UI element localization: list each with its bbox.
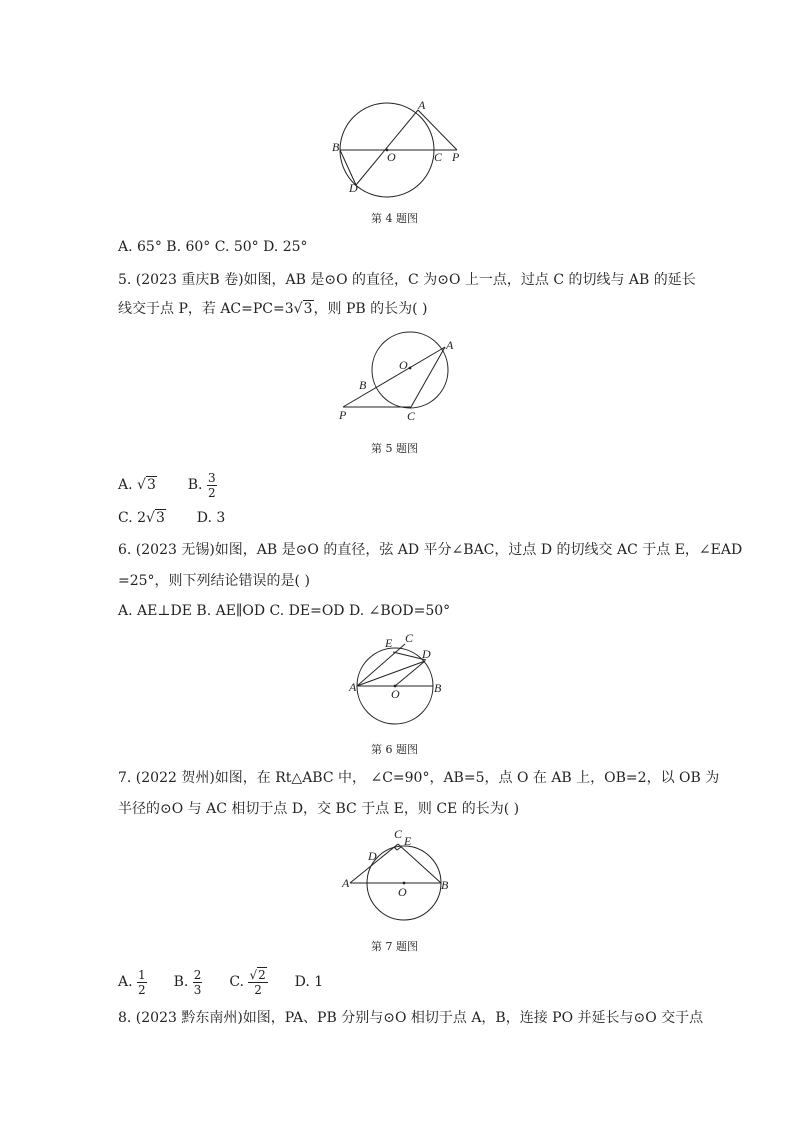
q5-opt-b-fraction [207, 471, 217, 500]
q5-line2: 线交于点 P，若 AC=PC=3√3，则 PB 的长为( ) [118, 301, 428, 317]
fig4-label-d: D [349, 181, 358, 195]
q5-opt-d: D. 3 [196, 510, 226, 526]
q7-opt-b-den: 3 [193, 982, 202, 997]
q7-line2: 半径的⊙O 与 AC 相切于点 D，交 BC 于点 E，则 CE 的长为( ) [118, 801, 520, 817]
q4-options: A. 65° B. 60° C. 50° D. 25° [118, 239, 308, 255]
q7-opt-b-num: 2 [193, 967, 202, 982]
figure-6 [345, 628, 455, 728]
fig7-label-c: C [394, 827, 403, 841]
figure-7 [338, 825, 463, 925]
fig7-label-o: O [398, 885, 407, 899]
q5-opt-a-radicand: 3 [146, 477, 156, 493]
fig6-label-c: C [405, 631, 414, 645]
q7-opt-c-den: 2 [254, 982, 262, 997]
fig6-caption: 第 6 题图 [371, 743, 418, 756]
q7-opt-c-label: C. [229, 974, 244, 990]
q7-opt-a-den: 2 [138, 982, 146, 997]
fig7-label-b: B [441, 878, 449, 892]
fig4-label-o: O [387, 150, 396, 164]
q5-options-ab: A. √3 B. $\frac{3}{2}$ [118, 470, 216, 500]
figure-4 [330, 95, 470, 200]
fig4-label-a: A [418, 98, 426, 112]
q5-options-cd: C. 2√3 D. 3 [118, 510, 226, 526]
fig7-label-d: D [368, 849, 377, 863]
q7-opt-c-num-radicand: 2 [258, 967, 266, 982]
fig4-caption: 第 4 题图 [371, 212, 418, 225]
q7-options [118, 963, 323, 1001]
fig5-label-o: O [399, 358, 408, 372]
fig4-label-c: C [434, 150, 443, 164]
fig6-label-b: B [434, 681, 442, 695]
fig6-label-o: O [391, 687, 400, 701]
fig5-label-a: A [446, 338, 454, 352]
q5-line2-radicand: 3 [303, 301, 313, 317]
q5-opt-c-pre: C. 2 [118, 510, 147, 526]
fig5-label-c: C [407, 409, 416, 423]
figure-5 [335, 327, 465, 427]
q5-line1: 5. (2023 重庆B 卷)如图，AB 是⊙O 的直径，C 为⊙O 上一点，过点 C 的切线与 AB 的延长 [118, 272, 696, 288]
q5-line2-post: ，则 PB 的长为( ) [313, 301, 428, 317]
fig7-caption: 第 7 题图 [371, 940, 418, 953]
fig5-label-b: B [359, 378, 367, 392]
q7-line1: 7. (2022 贺州)如图，在 Rt△ABC 中， ∠C=90°，AB=5，点 O 在 AB 上，OB=2，以 OB 为 [118, 770, 720, 786]
q7-opt-a-label: A. [118, 974, 133, 990]
q7-opt-a-num: 1 [138, 967, 146, 982]
q7-opt-c-fraction: $\frac{√2}{2}$ [249, 967, 266, 997]
fig4-label-b: B [332, 140, 340, 154]
q7-opt-b-fraction [193, 968, 203, 997]
fig7-label-e: E [404, 834, 412, 848]
q6-line2: =25°，则下列结论错误的是( ) [118, 573, 310, 589]
q6-line1: 6. (2023 无锡)如图，AB 是⊙O 的直径，弦 AD 平分∠BAC，过点 D 的切线交 AC 于点 E，∠EAD [118, 542, 743, 558]
q7-opt-a-fraction [137, 968, 147, 997]
q5-opt-b-den: 2 [207, 485, 216, 500]
fig7-label-a: A [342, 876, 350, 890]
q8-line1: 8. (2023 黔东南州)如图，PA、PB 分别与⊙O 相切于点 A，B，连接 PO 并延长与⊙O 交于点 [118, 1010, 704, 1026]
q5-opt-c-radicand: 3 [155, 510, 165, 526]
q7-opt-b-label: B. [173, 974, 189, 990]
fig6-label-e: E [385, 636, 393, 650]
fig5-label-p: P [339, 408, 347, 422]
q5-opt-a-label: A. [118, 477, 133, 493]
q5-line2-pre: 线交于点 P，若 AC=PC=3 [118, 301, 294, 317]
q5-opt-b-num: 3 [207, 470, 216, 485]
q6-options: A. AE⊥DE B. AE∥OD C. DE=OD D. ∠BOD=50° [118, 603, 451, 619]
fig5-caption: 第 5 题图 [371, 442, 418, 455]
fig4-label-p: P [452, 150, 460, 164]
q7-opt-d: D. 1 [294, 974, 324, 990]
fig6-label-d: D [422, 647, 431, 661]
q5-opt-b-label: B. [187, 477, 203, 493]
fig6-label-a: A [349, 680, 357, 694]
